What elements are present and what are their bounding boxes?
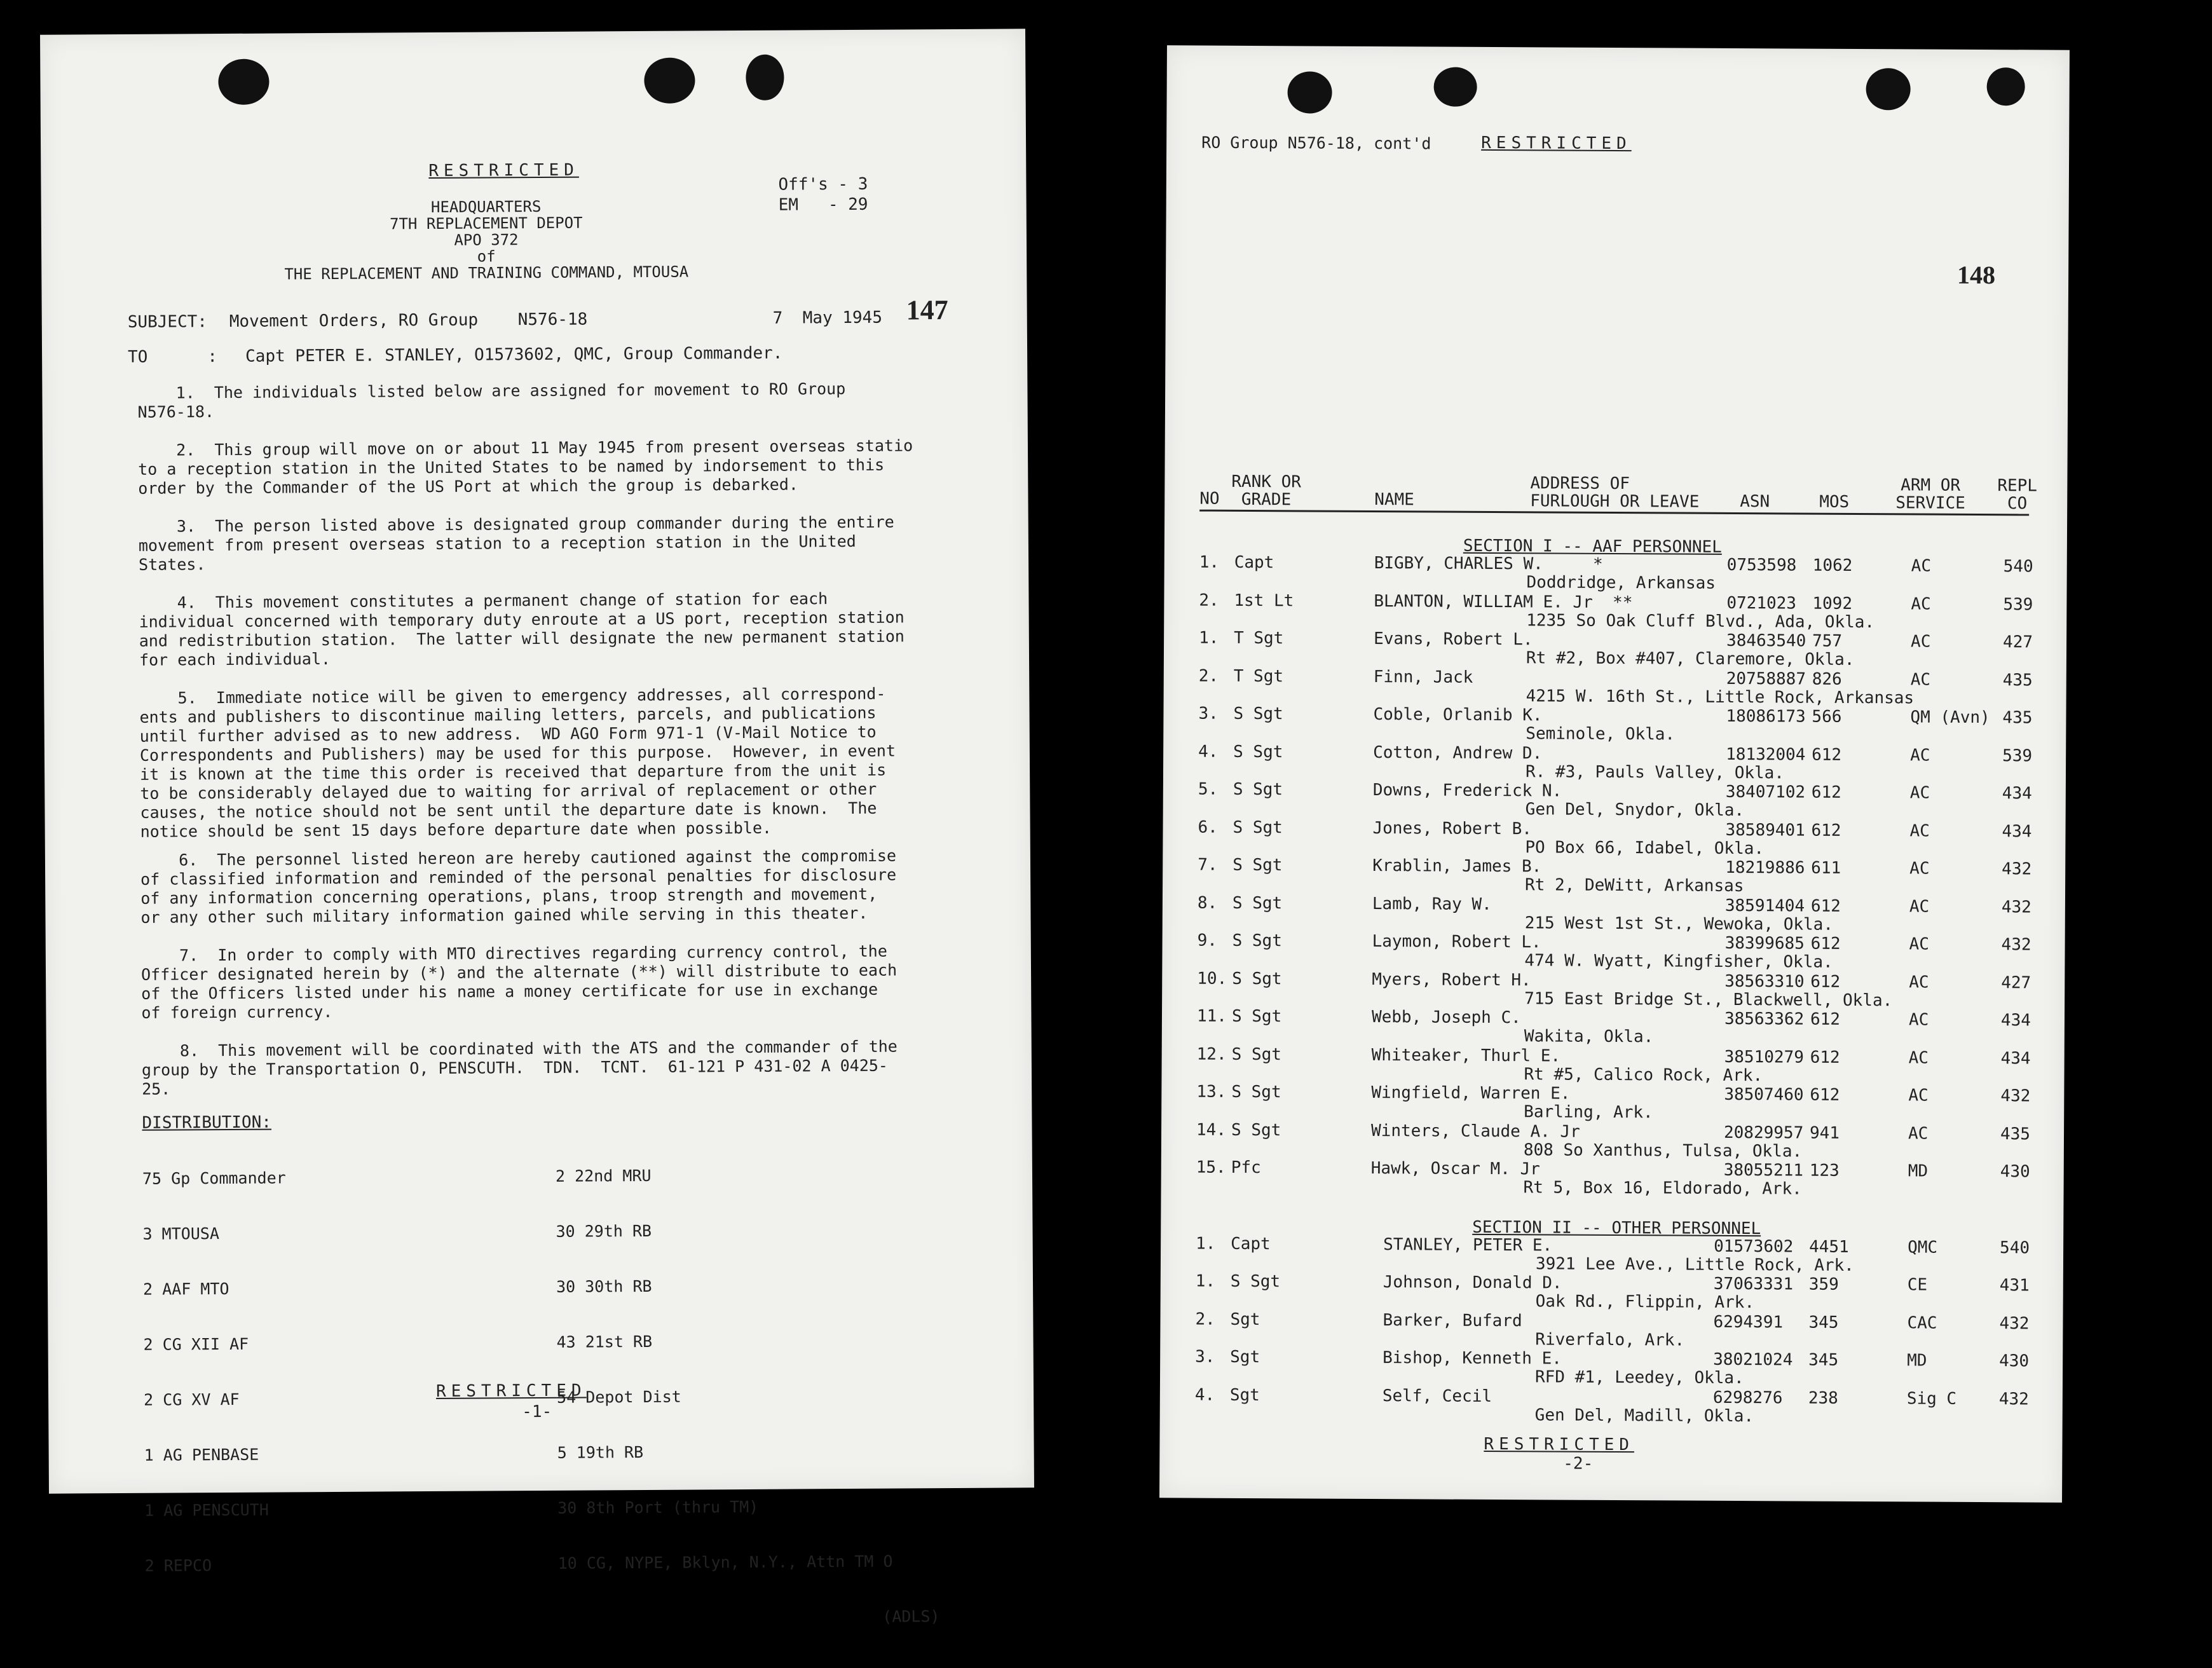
to-text: Capt PETER E. STANLEY, O1573602, QMC, Group Commander. <box>245 343 783 366</box>
enlisted-count: EM - 29 <box>778 195 868 215</box>
row-rank: S Sgt <box>1232 893 1283 913</box>
row-arm-service: MD <box>1908 1161 1929 1181</box>
row-address: PO Box 66, Idabel, Okla. <box>1525 837 1765 858</box>
row-name: Hawk, Oscar M. Jr <box>1370 1159 1540 1179</box>
row-repl-co: 435 <box>2002 670 2033 690</box>
page-number: 147 <box>906 294 948 326</box>
distribution-item: 30 29th RB <box>556 1221 652 1241</box>
row-address: Rt 2, DeWitt, Arkansas <box>1525 875 1744 896</box>
punch-hole <box>644 57 695 103</box>
distribution-right <box>556 1128 940 1665</box>
row-arm-service: AC <box>1911 556 1932 576</box>
distribution-label: DISTRIBUTION: <box>142 1112 272 1133</box>
row-arm-service: AC <box>1909 783 1930 803</box>
row-arm-service: QMC <box>1908 1237 1938 1257</box>
row-repl-co: 432 <box>1998 1389 2029 1409</box>
row-address: 808 So Xanthus, Tulsa, Okla. <box>1523 1140 1803 1161</box>
paragraph-5: 5. Immediate notice will be given to emergency addresses, all correspond- ents and publishers to discontinue mailing letters, parcels, and publications until further advised as to new address. WD AGO Form 971-1 (V-Mail Notice to Correspondents and Publishers) may be used for this purpose. However, in event it is known at the time this order is received that departure from the unit is to be considerably delayed due to waiting for arrival of replacement or other causes, the notice should not be sent until the departure date is known. The notice should be sent 15 days before departure date when possible. <box>139 684 896 841</box>
distribution-item: 10 CG, NYPE, Bklyn, N.Y., Attn TM O <box>557 1552 893 1573</box>
row-mos: 612 <box>1811 783 1841 802</box>
row-rank: S Sgt <box>1233 742 1283 762</box>
row-rank: S Sgt <box>1230 1271 1281 1292</box>
row-name: Coble, Orlanib K. <box>1373 705 1543 725</box>
row-arm-service: AC <box>1909 896 1930 917</box>
punch-hole <box>1287 71 1332 113</box>
row-number: 1. <box>1199 628 1219 648</box>
paragraph-6: 6. The personnel listed hereon are hereby cautioned against the compromise of classified information and reminded of the personal penalties for disclosure of any information concerning operations, plans, troop strength and movement, or any other such military information gained while serving in this theater. <box>140 846 897 927</box>
letterhead-line: of <box>477 247 496 266</box>
col-repl-co: REPL CO <box>1997 476 2038 514</box>
col-mos: MOS <box>1819 492 1850 512</box>
distribution-item: 30 30th RB <box>556 1276 652 1296</box>
row-address: Seminole, Okla. <box>1526 724 1676 744</box>
punch-hole <box>746 55 784 100</box>
row-mos: 345 <box>1808 1350 1839 1370</box>
row-asn: 38563362 <box>1724 1009 1805 1029</box>
row-asn: 20758887 <box>1726 669 1806 689</box>
row-arm-service: AC <box>1909 934 1929 954</box>
row-address: Barling, Ark. <box>1524 1102 1653 1123</box>
row-rank: 1st Lt <box>1234 591 1294 610</box>
row-repl-co: 432 <box>2000 1086 2031 1106</box>
row-name: Myers, Robert H. <box>1372 969 1531 990</box>
row-name: Jones, Robert B. <box>1372 818 1533 838</box>
row-rank: S Sgt <box>1232 817 1283 837</box>
footer-page-number: -2- <box>1563 1454 1594 1473</box>
punch-hole <box>1433 67 1477 106</box>
row-mos: 826 <box>1812 669 1842 689</box>
row-address: Doddridge, Arkansas <box>1526 573 1716 593</box>
row-number: 9. <box>1197 931 1218 950</box>
row-repl-co: 431 <box>1999 1276 2030 1295</box>
row-asn: 38507460 <box>1724 1084 1804 1105</box>
distribution-item: 2 22nd MRU <box>555 1166 652 1186</box>
row-asn: 6294391 <box>1713 1312 1784 1332</box>
row-mos: 612 <box>1811 821 1841 840</box>
officer-count: Off's - 3 <box>778 174 868 195</box>
row-mos: 238 <box>1808 1388 1838 1408</box>
row-rank: Sgt <box>1230 1347 1260 1367</box>
row-asn: 38591404 <box>1724 896 1805 916</box>
row-asn: 6298276 <box>1712 1388 1783 1407</box>
row-number: 4. <box>1198 742 1219 762</box>
row-address: 3921 Lee Ave., Little Rock, Ark. <box>1535 1254 1854 1275</box>
row-arm-service: AC <box>1909 972 1929 992</box>
row-address: 4215 W. 16th St., Little Rock, Arkansas <box>1526 686 1915 708</box>
punch-hole <box>1866 68 1910 110</box>
row-address: Oak Rd., Flippin, Ark. <box>1535 1292 1755 1313</box>
row-asn: 18219886 <box>1725 858 1805 878</box>
row-asn: 20829957 <box>1723 1123 1804 1143</box>
row-asn: 38021024 <box>1713 1350 1793 1370</box>
row-rank: S Sgt <box>1231 1006 1282 1027</box>
row-number: 2. <box>1199 591 1219 610</box>
row-number: 1. <box>1196 1234 1216 1254</box>
row-name: Bishop, Kenneth E. <box>1382 1348 1562 1369</box>
row-number: 4. <box>1194 1385 1215 1405</box>
row-mos: 612 <box>1812 745 1842 765</box>
col-asn: ASN <box>1740 492 1770 512</box>
footer-page-number: -1- <box>522 1402 552 1422</box>
row-rank: S Sgt <box>1232 855 1283 875</box>
row-mos: 612 <box>1810 896 1841 916</box>
row-address: Riverfalo, Ark. <box>1535 1329 1685 1350</box>
row-arm-service: AC <box>1908 1048 1929 1068</box>
col-no: NO <box>1199 489 1220 509</box>
distribution-item: 2 AAF MTO <box>142 1279 229 1299</box>
punch-hole <box>1987 67 2025 106</box>
row-asn: 38510279 <box>1724 1047 1804 1067</box>
row-number: 12. <box>1196 1044 1227 1064</box>
row-number: 13. <box>1196 1082 1227 1102</box>
classification-bottom: RESTRICTED <box>1484 1434 1635 1455</box>
row-number: 10. <box>1197 969 1227 988</box>
row-repl-co: 427 <box>2003 632 2033 652</box>
row-repl-co: 430 <box>2000 1162 2030 1182</box>
row-arm-service: AC <box>1908 1086 1929 1105</box>
row-number: 1. <box>1195 1271 1216 1291</box>
row-rank: S Sgt <box>1232 931 1282 951</box>
letterhead-line: 7TH REPLACEMENT DEPOT <box>390 214 583 233</box>
row-rank: S Sgt <box>1231 1044 1282 1064</box>
row-rank: S Sgt <box>1232 779 1283 800</box>
row-name: Barker, Bufard <box>1382 1310 1522 1330</box>
section-heading: SECTION II -- OTHER PERSONNEL <box>1472 1217 1761 1238</box>
row-arm-service: AC <box>1908 1123 1929 1144</box>
row-asn: 38055211 <box>1723 1160 1804 1180</box>
row-name: Wingfield, Warren E. <box>1371 1083 1571 1104</box>
row-mos: 941 <box>1809 1123 1840 1143</box>
paragraph-2: 2. This group will move on or about 11 May 1945 from present overseas statio to a reception station in the United States to be named by indorsement to this order by the Commander of the US Port at which the group is debarked. <box>137 436 913 498</box>
row-repl-co: 539 <box>2002 746 2033 765</box>
distribution-item: 43 21st RB <box>556 1332 653 1351</box>
distribution-item: (ADLS) <box>882 1607 940 1626</box>
row-mos: 4451 <box>1809 1237 1849 1257</box>
row-name: BLANTON, WILLIAM E. Jr ** <box>1374 591 1633 612</box>
row-name: Whiteaker, Thurl E. <box>1371 1045 1561 1066</box>
row-asn: 38463540 <box>1726 631 1806 651</box>
letterhead <box>232 197 741 283</box>
row-arm-service: AC <box>1910 745 1930 765</box>
classification-bottom: RESTRICTED <box>435 1381 587 1401</box>
row-number: 6. <box>1198 817 1218 837</box>
distribution-item: 75 Gp Commander <box>142 1168 286 1188</box>
row-arm-service: MD <box>1907 1351 1927 1371</box>
row-repl-co: 540 <box>2000 1238 2030 1257</box>
row-arm-service: AC <box>1910 669 1931 690</box>
row-address: Rt 5, Box 16, Eldorado, Ark. <box>1523 1178 1802 1199</box>
row-name: Lamb, Ray W. <box>1372 894 1492 914</box>
row-rank: Sgt <box>1229 1385 1260 1405</box>
row-repl-co: 432 <box>2001 897 2031 917</box>
row-address: 474 W. Wyatt, Kingfisher, Okla. <box>1524 951 1833 972</box>
row-number: 2. <box>1195 1309 1215 1329</box>
row-repl-co: 432 <box>1999 1313 2030 1333</box>
order-date: 7 May 1945 <box>772 308 883 328</box>
row-rank: S Sgt <box>1233 704 1283 724</box>
paragraph-4: 4. This movement constitutes a permanent change of station for each individual concerned with temporary duty enroute at a US port, reception station and redistribution station. The latter will designate the new permanent station for each individual. <box>139 589 905 669</box>
row-name: Johnson, Donald D. <box>1382 1273 1562 1293</box>
row-repl-co: 435 <box>2000 1124 2031 1144</box>
distribution-item: 5 19th RB <box>557 1442 644 1462</box>
classification-top: RESTRICTED <box>428 160 579 181</box>
row-address: RFD #1, Leedey, Okla. <box>1534 1367 1744 1388</box>
distribution-item: 54 Depot Dist <box>557 1387 681 1407</box>
row-address: Rt #5, Calico Rock, Ark. <box>1524 1064 1763 1085</box>
row-arm-service: AC <box>1911 594 1931 614</box>
row-name: Webb, Joseph C. <box>1371 1008 1521 1028</box>
row-mos: 612 <box>1810 1048 1840 1067</box>
row-rank: S Sgt <box>1232 969 1282 988</box>
row-mos: 612 <box>1810 1085 1840 1105</box>
paragraph-3: 3. The person listed above is designated group commander during the entire movement from present overseas station to a reception station in the United States. <box>138 512 894 574</box>
col-arm-service: ARM OR SERVICE <box>1895 475 1965 513</box>
paragraph-8: 8. This movement will be coordinated with the ATS and the commander of the group by the Transportation O, PENSCUTH. TDN. TCNT. 61-121 P 431-02 A 0425- 25. <box>141 1037 898 1098</box>
row-repl-co: 432 <box>2002 859 2032 879</box>
page-number: 148 <box>1957 260 1996 290</box>
to-label: TO : <box>128 347 218 367</box>
col-name: NAME <box>1374 490 1414 510</box>
distribution-item: 3 MTOUSA <box>142 1224 220 1243</box>
row-asn: 38399685 <box>1724 933 1805 954</box>
distribution-item: 2 CG XII AF <box>143 1334 249 1354</box>
row-number: 1. <box>1199 552 1220 572</box>
row-asn: 38563310 <box>1724 971 1805 992</box>
row-number: 7. <box>1198 855 1218 875</box>
row-rank: T Sgt <box>1233 666 1284 686</box>
row-asn: 0721023 <box>1726 593 1797 613</box>
row-address: 1235 So Oak Cluff Blvd., Ada, Okla. <box>1526 610 1875 632</box>
row-mos: 1092 <box>1812 594 1853 613</box>
row-rank: Pfc <box>1231 1158 1261 1178</box>
col-rank: RANK OR GRADE <box>1231 472 1302 510</box>
row-name: Laymon, Robert L. <box>1372 932 1541 952</box>
row-address: Rt #2, Box #407, Claremore, Okla. <box>1526 648 1855 669</box>
document-page-1 <box>40 29 1034 1626</box>
distribution-item: 2 REPCO <box>144 1556 212 1575</box>
row-asn: 0753598 <box>1726 555 1797 575</box>
row-repl-co: 539 <box>2003 594 2033 614</box>
row-rank: S Sgt <box>1231 1082 1281 1102</box>
row-address: 715 East Bridge St., Blackwell, Okla. <box>1524 988 1893 1010</box>
row-asn: 38407102 <box>1725 782 1806 802</box>
row-arm-service: QM (Avn) <box>1910 708 1990 728</box>
row-name: Downs, Frederick N. <box>1372 781 1562 801</box>
distribution-left <box>142 1131 289 1611</box>
distribution-item: 1 AG PENSCUTH <box>144 1500 269 1520</box>
row-arm-service: AC <box>1908 1010 1929 1030</box>
row-asn: 37063331 <box>1713 1274 1794 1294</box>
row-arm-service: AC <box>1909 859 1930 878</box>
row-name: Krablin, James B. <box>1372 856 1542 877</box>
row-mos: 612 <box>1810 1009 1841 1029</box>
row-mos: 612 <box>1810 972 1841 992</box>
distribution-item: 1 AG PENBASE <box>144 1445 259 1465</box>
row-name: Winters, Claude A. Jr <box>1370 1121 1580 1142</box>
row-address: Gen Del, Snydor, Okla. <box>1525 800 1745 821</box>
row-number: 11. <box>1196 1006 1227 1026</box>
row-address: Wakita, Okla. <box>1524 1027 1654 1047</box>
subject-label: SUBJECT: <box>127 312 208 332</box>
row-repl-co: 540 <box>2003 557 2033 577</box>
row-rank: Capt <box>1234 552 1274 573</box>
row-repl-co: 432 <box>2001 935 2031 955</box>
paragraph-7: 7. In order to comply with MTO directives regarding currency control, the Officer designated herein by (*) and the alternate (**) will distribute to each of the Officers listed under his name a money certificate for use in exchange of foreign currency. <box>140 941 898 1022</box>
row-rank: Capt <box>1231 1234 1271 1254</box>
row-repl-co: 434 <box>2000 1011 2031 1030</box>
row-rank: Sgt <box>1230 1309 1260 1329</box>
row-mos: 1062 <box>1812 556 1853 575</box>
distribution-item: 2 CG XV AF <box>144 1390 240 1409</box>
row-mos: 611 <box>1811 858 1841 878</box>
row-asn: 38589401 <box>1725 820 1805 840</box>
letterhead-line: THE REPLACEMENT AND TRAINING COMMAND, MTOUSA <box>284 263 689 284</box>
row-mos: 123 <box>1809 1161 1840 1180</box>
col-address: ADDRESS OF FURLOUGH OR LEAVE <box>1530 474 1700 512</box>
section-heading: SECTION I -- AAF PERSONNEL <box>1463 536 1722 557</box>
row-repl-co: 430 <box>1999 1351 2030 1371</box>
row-address: R. #3, Pauls Valley, Okla. <box>1525 762 1785 783</box>
row-address: Gen Del, Madill, Okla. <box>1534 1405 1754 1426</box>
distribution-item: 30 8th Port (thru TM) <box>557 1497 759 1517</box>
row-asn: 01573602 <box>1714 1236 1794 1256</box>
paragraph-1: 1. The individuals listed below are assigned for movement to RO Group N576-18. <box>137 379 846 421</box>
row-number: 15. <box>1196 1158 1226 1177</box>
row-name: STANLEY, PETER E. <box>1383 1234 1553 1255</box>
row-repl-co: 435 <box>2002 708 2033 728</box>
row-repl-co: 434 <box>2002 784 2032 803</box>
row-repl-co: 434 <box>2002 821 2032 841</box>
row-name: Finn, Jack <box>1373 667 1473 687</box>
row-mos: 612 <box>1810 934 1841 954</box>
row-number: 3. <box>1198 704 1219 723</box>
row-address: 215 West 1st St., Wewoka, Okla. <box>1524 913 1834 934</box>
row-number: 3. <box>1195 1347 1215 1367</box>
continued-header: RO Group N576-18, cont'd <box>1201 133 1431 153</box>
row-mos: 566 <box>1812 707 1842 727</box>
row-mos: 757 <box>1812 631 1843 651</box>
row-name: Self, Cecil <box>1382 1386 1492 1406</box>
row-number: 5. <box>1198 779 1219 799</box>
row-mos: 359 <box>1808 1275 1839 1294</box>
document-page-2 <box>1159 45 2070 1502</box>
row-rank: T Sgt <box>1234 628 1284 648</box>
row-name: BIGBY, CHARLES W. * <box>1374 554 1603 574</box>
row-mos: 345 <box>1808 1313 1839 1332</box>
row-name: Evans, Robert L. <box>1374 629 1533 650</box>
row-number: 14. <box>1196 1120 1227 1140</box>
row-arm-service: AC <box>1911 632 1931 652</box>
row-repl-co: 427 <box>2001 973 2031 992</box>
punch-hole <box>218 59 269 105</box>
row-arm-service: CAC <box>1907 1313 1937 1333</box>
row-arm-service: AC <box>1909 821 1930 841</box>
letterhead-line: HEADQUARTERS <box>430 197 542 217</box>
row-number: 8. <box>1197 893 1218 913</box>
row-arm-service: CE <box>1907 1275 1928 1295</box>
row-asn: 18086173 <box>1726 706 1806 727</box>
subject-text: Movement Orders, RO Group N576-18 <box>229 310 588 331</box>
row-repl-co: 434 <box>2000 1048 2031 1068</box>
row-arm-service: Sig C <box>1906 1388 1957 1409</box>
row-rank: S Sgt <box>1231 1120 1281 1140</box>
letterhead-line: APO 372 <box>454 231 519 249</box>
classification-top: RESTRICTED <box>1481 133 1632 154</box>
row-number: 2. <box>1198 666 1219 686</box>
row-asn: 18132004 <box>1726 744 1806 765</box>
row-name: Cotton, Andrew D. <box>1373 742 1543 763</box>
